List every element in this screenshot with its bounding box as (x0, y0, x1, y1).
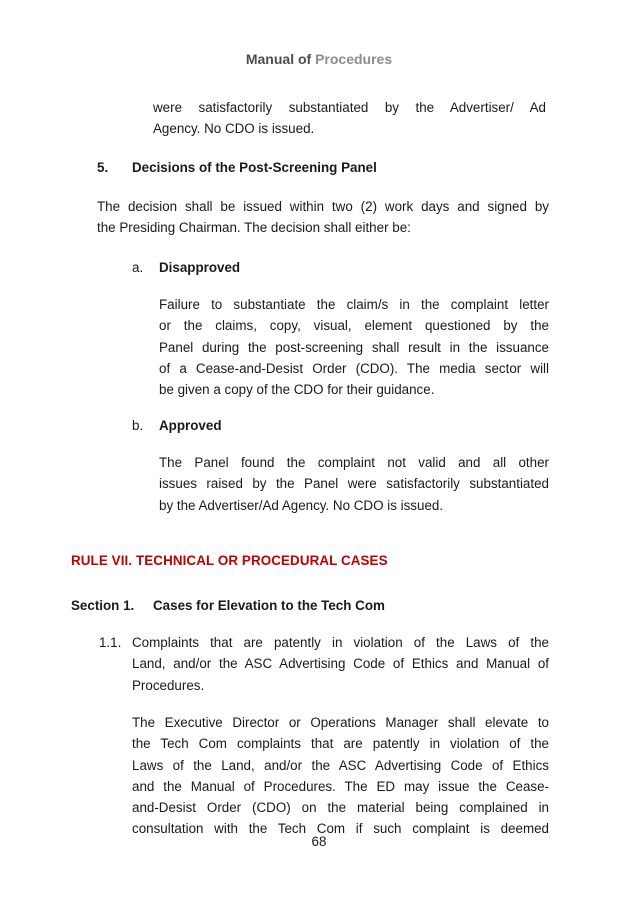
rule-7-heading: RULE VII. TECHNICAL OR PROCEDURAL CASES (71, 553, 388, 568)
paragraph-line: and the Manual of Procedures. The ED may issue the Cease- (132, 778, 549, 794)
item-1-1-line: Complaints that are patently in violation of the Laws of the (132, 635, 549, 650)
paragraph-line: the Tech Com complaints that are patently in violation of the (132, 736, 549, 752)
continuation-line: Agency. No CDO is issued. (153, 121, 315, 137)
paragraph-line: The Executive Director or Operations Manager shall elevate to (132, 715, 549, 730)
continuation-line: were satisfactorily substantiated by the Advertiser/ Ad (153, 100, 546, 115)
option-b-letter: b. (132, 418, 144, 433)
option-b-body (159, 452, 549, 516)
section-5-intro (97, 196, 549, 239)
section-1-label: Section 1. (71, 598, 135, 613)
intro-line: the Presiding Chairman. The decision shall either be: (97, 220, 411, 236)
paragraph-line: consultation with the Tech Com if such complaint is deemed (132, 821, 549, 837)
item-1-1-line: Procedures. (132, 677, 205, 693)
option-b-title: Approved (159, 418, 222, 433)
paragraph-line: Laws of the Land, and/or the ASC Advertising Code of Ethics (132, 757, 549, 773)
section-5-heading: Decisions of the Post-Screening Panel (132, 160, 377, 175)
paragraph-line: and-Desist Order (CDO) on the material being complained in (132, 800, 549, 816)
option-a-title: Disapproved (159, 260, 241, 275)
continuation-paragraph (153, 97, 546, 140)
option-a-body (159, 294, 549, 400)
option-b-line: by the Advertiser/Ad Agency. No CDO is issued. (159, 497, 444, 513)
section-5-number: 5. (97, 160, 109, 175)
header-title-accent: Procedures (315, 51, 393, 67)
page-number: 68 (311, 834, 327, 849)
section-1-title: Cases for Elevation to the Tech Com (153, 598, 385, 613)
option-a-line: Panel during the post-screening shall result in the issuance (159, 339, 549, 355)
page-header (0, 51, 638, 67)
option-b-line: issues raised by the Panel were satisfactorily substantiated (159, 476, 549, 492)
item-1-1-number: 1.1. (99, 635, 122, 650)
option-b-line: The Panel found the complaint not valid and all other (159, 455, 549, 470)
option-a-line: or the claims, copy, visual, element questioned by the (159, 318, 549, 334)
header-title-main: Manual of (245, 51, 312, 67)
option-a-letter: a. (132, 260, 144, 275)
item-1-1-line: Land, and/or the ASC Advertising Code of Ethics and Manual of (132, 656, 549, 672)
item-1-1-paragraph (132, 712, 549, 840)
item-1-1-body (132, 632, 549, 696)
option-a-line: be given a copy of the CDO for their guidance. (159, 382, 435, 398)
intro-line: The decision shall be issued within two (2) work days and signed by (97, 199, 549, 214)
option-a-line: of a Cease-and-Desist Order (CDO). The media sector will (159, 360, 549, 376)
option-a-line: Failure to substantiate the claim/s in the complaint letter (159, 297, 549, 312)
